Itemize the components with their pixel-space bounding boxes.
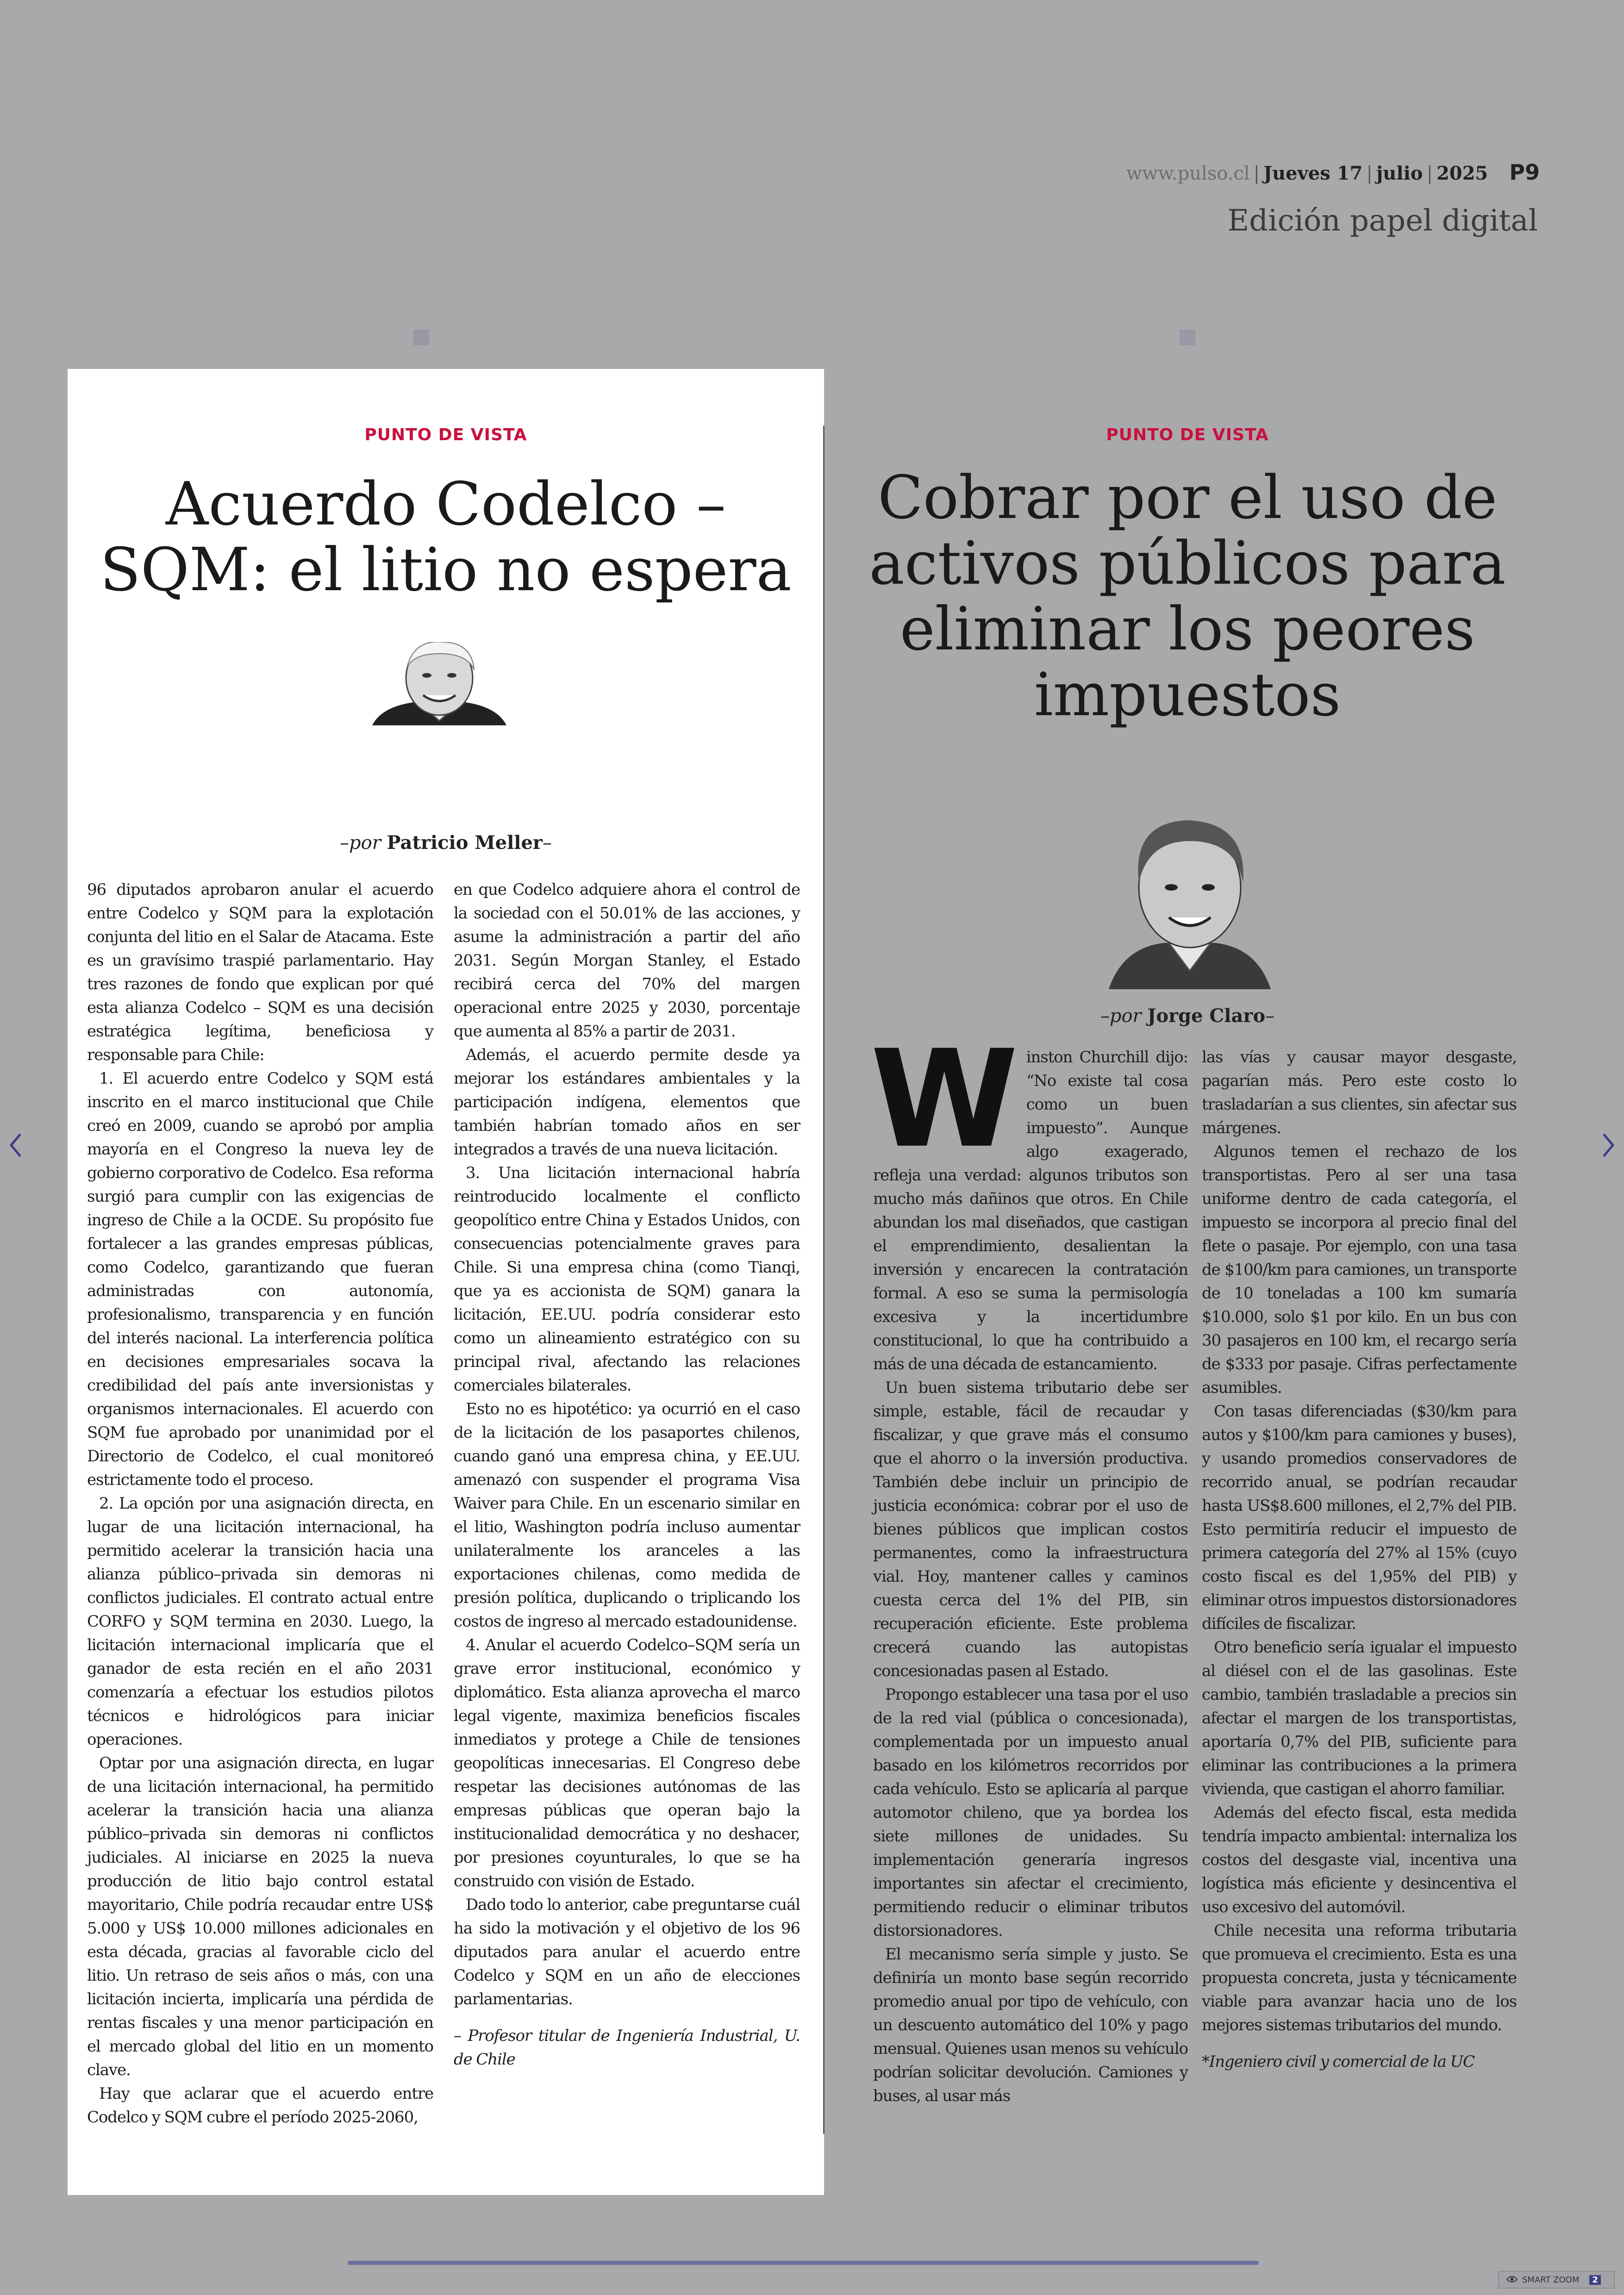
eye-icon — [1506, 2274, 1518, 2286]
paragraph: Chile necesita una reforma tributaria que promueva el crecimiento. Esta es una propuesta concreta, justa y técnicamente viable para avanzar hacia uno de los mejores sistemas tributarios del mundo. — [1202, 1921, 1517, 2034]
author-portrait — [1104, 813, 1275, 991]
paragraph: Hay que aclarar que el acuerdo entre Codelco y SQM cubre el período 2025-2060, — [87, 2084, 433, 2127]
article-headline — [68, 472, 824, 603]
article-columns — [870, 1022, 1517, 2108]
page-number: P9 — [1509, 160, 1540, 185]
paragraph: El mecanismo sería simple y justo. Se definiría un monto base según recorrido promedio anual por tipo de vehículo, con un descuento automático del 10% y pago mensual. Quienes usan menos su vehículo podrían solicitar devolución. Camiones y buses, al usar más — [873, 1945, 1188, 2105]
author-footnote: – Profesor titular de Ingeniería Industrial, U. de Chile — [454, 2027, 800, 2069]
paragraph — [870, 1022, 1188, 1376]
paragraph: Además, el acuerdo permite desde ya mejorar los estándares ambientales y la participación indígena, elementos que también habrían tomado años en ser integrados a través de una nueva licitación. — [454, 1046, 800, 1159]
headline-line: Cobrar por el uso de — [877, 463, 1498, 532]
author-footnote: *Ingeniero civil y comercial de la UC — [1202, 2052, 1474, 2071]
page-marker-icon[interactable] — [1180, 330, 1195, 345]
headline-line: activos públicos para — [869, 529, 1506, 598]
paragraph: Optar por una asignación directa, en lugar de una licitación internacional, ha permitido acelerar la transición hacia una alianza público–privada sin demoras ni conflictos judiciales. Al iniciarse en 2025 la nueva producción de litio bajo control estatal mayoritario, Chile podría recaudar entre US$ 5.000 y US$ 10.000 millones adicionales en esta década, gracias al favorable ciclo del litio. Un retraso de seis años o más, con una licitación incierta, implicaría una pérdida de rentas fiscales y una menor participación en el mercado global del litio en un momento clave. — [87, 1754, 433, 2079]
article-column-1 — [870, 1022, 1188, 2108]
author-name[interactable]: Jorge Claro — [1147, 1005, 1266, 1027]
author-portrait — [363, 642, 516, 727]
site-url[interactable]: www.pulso.cl — [1126, 163, 1250, 184]
paragraph: Un buen sistema tributario debe ser simple, estable, fácil de recaudar y fiscalizar, y que grave más el consumo que el ahorro o la inversión productiva. También debe incluir un principio de justicia económica: cobrar por el uso de bienes públicos que implican costos permanentes, como la infraestructura vial. Hoy, mantener calles y caminos cuesta cerca del 1% del PIB, sin recuperación eficiente. Este problema crecerá cuando las autopistas concesionadas pasen al Estado. — [873, 1378, 1188, 1680]
paragraph: Dado todo lo anterior, cabe preguntarse cuál ha sido la motivación y el objetivo de los 96 diputados para anular el acuerdo entre Codelco y SQM en un año de elecciones parlamentarias. — [454, 1896, 800, 2008]
article-right — [852, 369, 1523, 2195]
portrait-illustration — [1104, 813, 1275, 989]
article-column-2 — [454, 878, 800, 2129]
paragraph: Esto no es hipotético: ya ocurrió en el caso de la licitación de los pasaportes chilenos, cuando ganó una empresa china, y EE.UU. amenazó con suspender el programa Visa Waiver para Chile. En un escenario similar en el litio, Washington podría incluso aumentar unilateralmente los aranceles a las exportaciones chilenas, como medida de presión política, duplicando o triplicando los costos de ingreso al mercado estadounidense. — [454, 1400, 800, 1631]
horizontal-scrollbar[interactable] — [348, 2261, 1259, 2265]
headline-line: SQM: el litio no espera — [100, 536, 792, 605]
header-day: Jueves 17 — [1263, 162, 1363, 184]
byline-suffix: – — [543, 832, 552, 854]
paragraph: 1. El acuerdo entre Codelco y SQM está inscrito en el marco institucional que Chile creó en 2009, cuando se aprobó por amplia mayoría en el Congreso la nueva ley de gobierno corporativo de Codelco. Esa reforma surgió para cumplir con las exigencias de ingreso de Chile a la OCDE. Su propósito fue fortalecer a las grandes empresas públicas, como Codelco, garantizando que fueran administradas con autonomía, profesionalismo, transparencia y en función del interés nacional. La interferencia política en decisiones empresariales socava la credibilidad del país ante inversionistas y organismos internacionales. El acuerdo con SQM fue aprobado por unanimidad por el Directorio de Codelco, el cual monitoreó estrictamente todo el proceso. — [87, 1069, 433, 1489]
paragraph: Propongo establecer una tasa por el uso de la red vial (pública o concesionada), complementada por un impuesto anual basado en los kilómetros recorridos por cada vehículo. Esto se aplicaría al parque automotor chileno, que ya bordea los siete millones de unidades. Su implementación generaría ingresos importantes sin afectar el crecimiento, permitiendo reducir o eliminar tributos distorsionadores. — [873, 1685, 1188, 1940]
chevron-left-icon[interactable] — [2, 1129, 30, 1166]
headline-line: eliminar los peores — [899, 595, 1475, 664]
headline-line: Acuerdo Codelco – — [165, 470, 726, 539]
byline — [68, 832, 824, 854]
page-marker-icon[interactable] — [413, 330, 429, 345]
byline-suffix: – — [1265, 1005, 1275, 1027]
portrait-illustration — [363, 642, 516, 725]
drop-cap: W — [870, 1022, 1018, 1178]
paragraph: Otro beneficio sería igualar el impuesto al diésel con el de las gasolinas. Este cambio, también trasladable a precios sin afectar el margen de los transportistas, aportaría 0,7% del PIB, suficiente para eliminar las contribuciones a la primera vivienda, que castigan el ahorro familiar. — [1202, 1638, 1517, 1798]
section-kicker: PUNTO DE VISTA — [1106, 425, 1269, 444]
paragraph-text: inston Churchill dijo: “No existe tal cosa como un buen impuesto”. Aunque algo exagerado, refleja una verdad: algunos tributos son mucho más dañinos que otros. En Chile abundan los mal diseñados, que castigan el emprendimiento, desalientan la inversión y encarecen la contratación formal. A eso se suma la permisología excesiva y la incertidumbre constitucional, lo que ha contribuido a más de una década de estancamiento. — [873, 1048, 1188, 1373]
paragraph: Además del efecto fiscal, esta medida tendría impacto ambiental: internaliza los costos del desgaste vial, incentiva una logística más eficiente y desincentiva el uso excesivo del automóvil. — [1202, 1803, 1517, 1916]
byline-prefix: –por — [1100, 1005, 1142, 1027]
article-left — [68, 369, 824, 2195]
headline-line: impuestos — [1034, 661, 1341, 730]
smart-zoom-count: 2 — [1589, 2275, 1601, 2285]
smart-zoom-button[interactable] — [1498, 2271, 1615, 2289]
paragraph: 4. Anular el acuerdo Codelco–SQM sería un grave error institucional, económico y diplomático. Esta alianza aprovecha el marco legal vigente, maximiza beneficios fiscales inmediatos y protege a Chile de tensiones geopolíticas innecesarias. El Congreso debe respetar las decisiones autónomas de las empresas públicas que operan bajo la institucionalidad democrática y no deshacer, por presiones coyunturales, lo que se ha construido con visión de Estado. — [454, 1636, 800, 1890]
edition-label: Edición papel digital — [1227, 204, 1538, 238]
page-header-meta: www.pulso.cl | Jueves 17 | julio | 2025 P9 — [1126, 160, 1540, 185]
chevron-right-icon[interactable] — [1594, 1129, 1622, 1166]
byline-prefix: –por — [340, 832, 381, 854]
paragraph: las vías y causar mayor desgaste, pagarían más. Pero este costo lo trasladarían a sus clientes, sin afectar sus márgenes. — [1202, 1048, 1517, 1137]
article-column-1 — [87, 878, 433, 2129]
paragraph: Con tasas diferenciadas ($30/km para autos y $100/km para camiones y buses), y usando promedios conservadores de recorrido anual, se podrían recaudar hasta US$8.600 millones, el 2,7% del PIB. Esto permitiría reducir el impuesto de primera categoría del 27% al 15% (cuyo costo fiscal es del 1,95% del PIB) y eliminar otros impuestos distorsionadores difíciles de fiscalizar. — [1202, 1402, 1517, 1633]
article-headline — [852, 465, 1523, 728]
smart-zoom-label: SMART ZOOM — [1522, 2275, 1580, 2285]
paragraph: Algunos temen el rechazo de los transportistas. Pero al ser una tasa uniforme dentro de cada categoría, el impuesto se incorpora al precio final del flete o pasaje. Por ejemplo, con una tasa de $100/km para camiones, un transporte de 10 toneladas a 100 km sumaría $10.000, solo $1 por kilo. En un bus con 30 pasajeros en 100 km, el recargo sería de $333 por pasaje. Cifras perfectamente asumibles. — [1202, 1142, 1517, 1397]
paragraph: en que Codelco adquiere ahora el control de la sociedad con el 50.01% de las acciones, y asume la administración a partir del año 2031. Según Morgan Stanley, el Estado recibirá cerca del 70% del margen operacional entre 2025 y 2030, porcentaje que aumenta al 85% a partir de 2031. — [454, 880, 800, 1041]
article-columns — [87, 878, 800, 2129]
author-name[interactable]: Patricio Meller — [387, 832, 543, 854]
paragraph: 3. Una licitación internacional habría reintroducido localmente el conflicto geopolítico entre China y Estados Unidos, con consecuencias potencialmente graves para Chile. Si una empresa china (como Tianqi, que ya es accionista de SQM) ganara la licitación, EE.UU. podría considerar esto como un alineamiento estratégico con su principal rival, afectando las relaciones comerciales bilaterales. — [454, 1164, 800, 1395]
paragraph: 96 diputados aprobaron anular el acuerdo entre Codelco y SQM para la explotación conjunta del litio en el Salar de Atacama. Este es un gravísimo traspié parlamentario. Hay tres razones de fondo que explican por qué esta alianza Codelco – SQM es una decisión estratégica legítima, beneficiosa y responsable para Chile: — [87, 880, 433, 1064]
header-month: julio — [1376, 162, 1423, 184]
article-column-2 — [1202, 1046, 1517, 2108]
section-kicker: PUNTO DE VISTA — [364, 425, 527, 444]
header-year: 2025 — [1436, 162, 1488, 184]
paragraph: 2. La opción por una asignación directa, en lugar de una licitación internacional, ha permitido acelerar la transición hacia una alianza público–privada sin demoras ni conflictos judiciales. El contrato actual entre CORFO y SQM termina en 2030. Luego, la licitación internacional implicaría que el ganador de esta recién en el año 2031 comenzaría a efectuar los estudios pilotos técnicos e hidrológicos para iniciar operaciones. — [87, 1494, 433, 1749]
